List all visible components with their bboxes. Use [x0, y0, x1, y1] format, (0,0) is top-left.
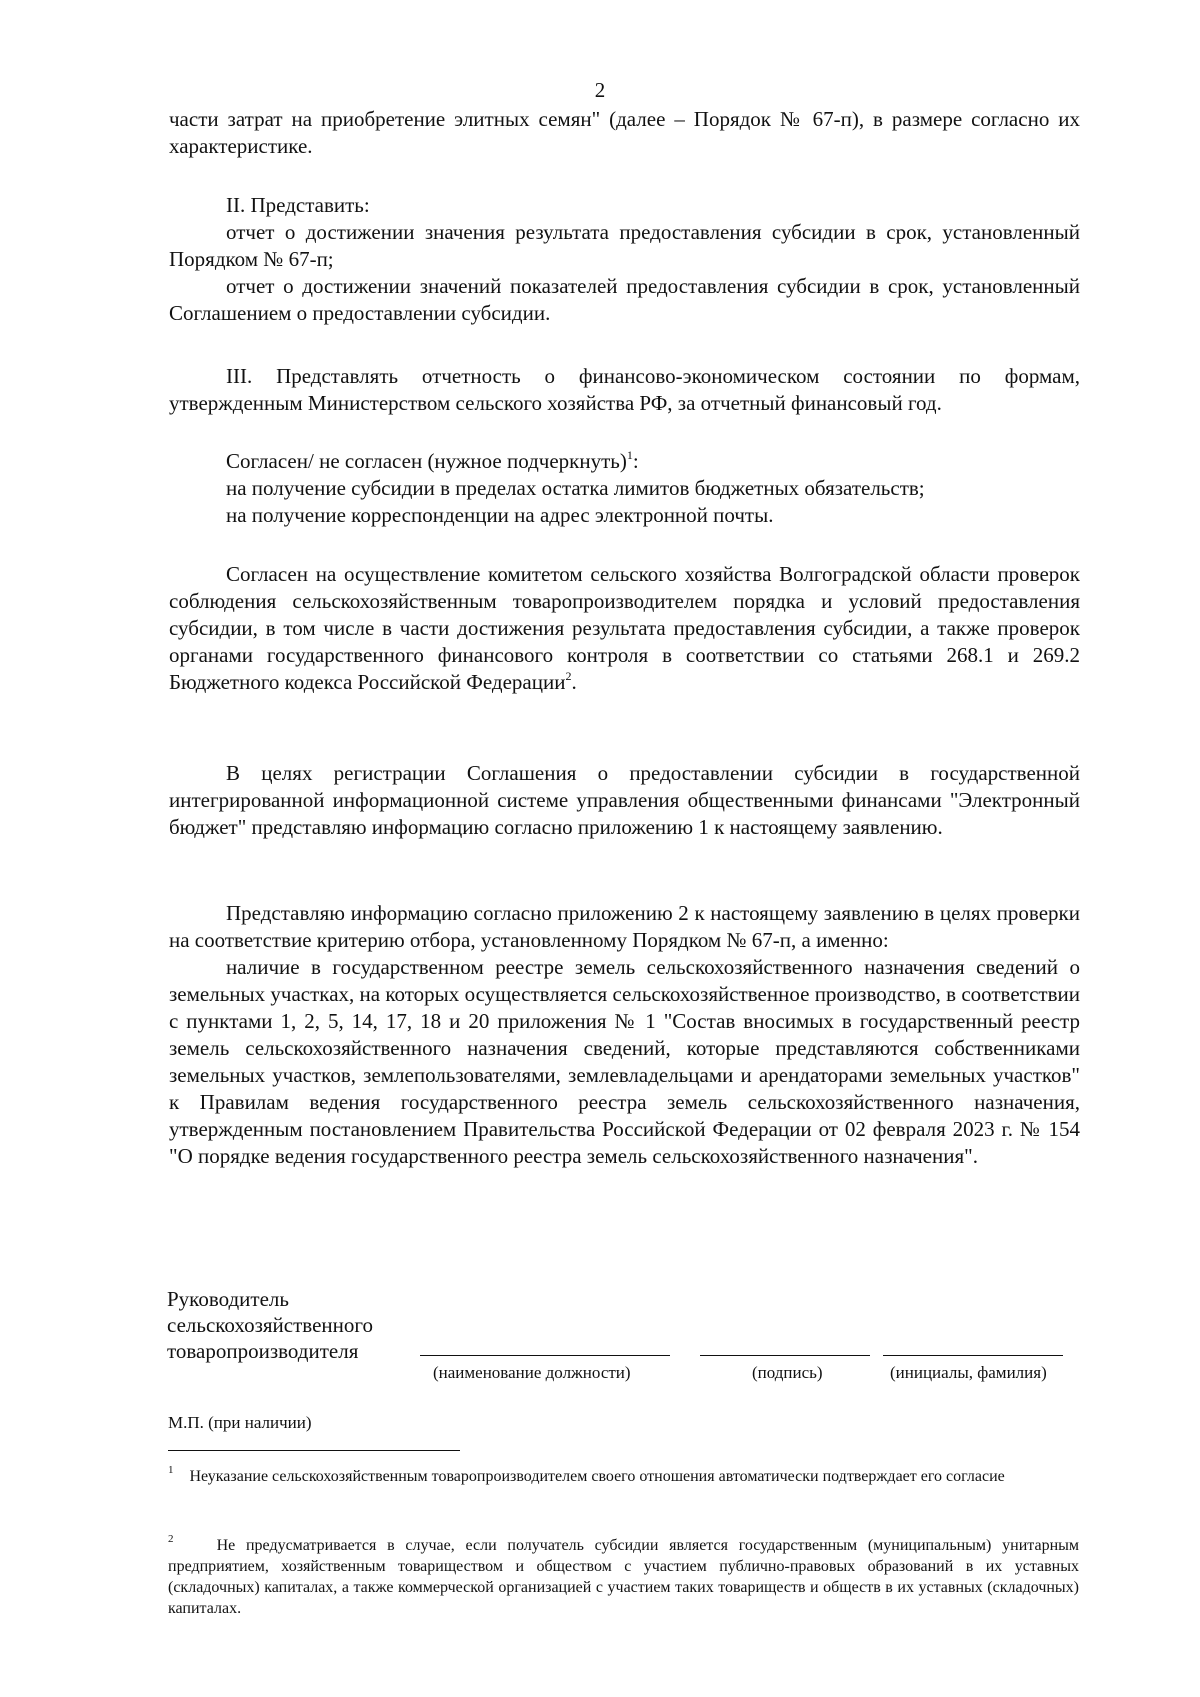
- footnote-2: [168, 1532, 1079, 1619]
- consent-item-1: на получение субсидии в пределах остатка лимитов бюджетных обязательств;: [226, 476, 925, 500]
- seal-note: М.П. (при наличии): [168, 1413, 312, 1432]
- criteria-intro: Представляю информацию согласно приложению 2 к настоящему заявлению в целях проверки на соответствие критерию отбора, установленному Порядком № 67-п, а именно:: [169, 901, 1080, 952]
- section-2-item-1: отчет о достижении значения результата предоставления субсидии в срок, установленный Порядком № 67-п;: [169, 220, 1080, 271]
- signature-blank-line: [700, 1355, 870, 1356]
- consent-block: [169, 448, 1080, 529]
- section-2: [169, 192, 1080, 327]
- signatory-line-2: сельскохозяйственного: [167, 1313, 373, 1337]
- footnote-ref-2: 2: [565, 669, 572, 683]
- criteria-paragraph: [169, 900, 1080, 1170]
- section-2-heading: II. Представить:: [226, 193, 370, 217]
- signatory-label: [167, 1286, 373, 1364]
- criteria-item: наличие в государственном реестре земель сельскохозяйственного назначения сведений о земельных участках, на которых осуществляется сельскохозяйственное производство, в соответствии с пунктами 1, 2, 5, 14, 17, 18 и 20 приложения № 1 "Состав вносимых в государственный реестр земель сельскохозяйственного назначения сведений, которые представляются собственниками земельных участков, землепользователями, землевладельцами и арендаторами земельных участков" к Правилам ведения государственного реестра земель сельскохозяйственного назначения, утвержденным постановлением Правительства Российской Федерации от 02 февраля 2023 г. № 154 "О порядке ведения государственного реестра земель сельскохозяйственного назначения".: [169, 955, 1080, 1168]
- consent-heading-end: :: [632, 449, 639, 473]
- footnote-2-body: Не предусматривается в случае, если получатель субсидии является государственным (муниципальным) унитарным предприятием, хозяйственным товариществом и обществом с участием публично-правовых образований в их уставных (складочных) капиталах, а также коммерческой организацией с участием таких товариществ и обществ в их уставных (складочных) капиталах.: [168, 1537, 1079, 1617]
- footnote-separator: [168, 1450, 460, 1451]
- section-3-text: III. Представлять отчетность о финансово-экономическом состоянии по формам, утвержденным Министерством сельского хозяйства РФ, за отчетный финансовый год.: [169, 364, 1080, 415]
- footnote-ref-1: 1: [626, 448, 633, 462]
- position-blank-line: [420, 1355, 670, 1356]
- name-caption: (инициалы, фамилия): [890, 1363, 1047, 1382]
- footnote-1-mark: 1: [168, 1463, 174, 1476]
- paragraph-continuation: [169, 106, 1080, 160]
- footnote-1-body: Неуказание сельскохозяйственным товаропроизводителем своего отношения автоматически подтверждает его согласие: [189, 1468, 1005, 1485]
- footnote-2-text: [168, 1532, 1079, 1619]
- consent-item-2: на получение корреспонденции на адрес электронной почты.: [226, 503, 774, 527]
- footnote-1: [168, 1463, 1079, 1487]
- registration-paragraph: [169, 760, 1080, 841]
- position-caption: (наименование должности): [433, 1363, 631, 1382]
- name-blank-line: [883, 1355, 1063, 1356]
- registration-text: В целях регистрации Соглашения о предоставлении субсидии в государственной интегрированной информационной системе управления общественными финансами "Электронный бюджет" представляю информацию согласно приложению 1 к настоящему заявлению.: [169, 761, 1080, 839]
- footnote-1-text: [168, 1463, 1079, 1487]
- section-3: [169, 363, 1080, 417]
- continuation-text: части затрат на приобретение элитных семян" (далее – Порядок № 67-п), в размере согласно их характеристике.: [169, 107, 1080, 158]
- signatory-line-1: Руководитель: [167, 1287, 289, 1311]
- page-number: 2: [594, 78, 606, 102]
- inspection-end: .: [571, 670, 577, 694]
- inspection-consent-text: [169, 561, 1080, 696]
- footnote-2-mark: 2: [168, 1532, 174, 1545]
- section-2-item-2: отчет о достижении значений показателей предоставления субсидии в срок, установленный Соглашением о предоставлении субсидии.: [169, 274, 1080, 325]
- consent-heading: [169, 448, 1080, 475]
- consent-heading-text: Согласен/ не согласен (нужное подчеркнуть): [226, 449, 627, 473]
- signature-caption: (подпись): [752, 1363, 823, 1382]
- signatory-line-3: товаропроизводителя: [167, 1339, 359, 1363]
- inspection-consent: [169, 561, 1080, 696]
- inspection-text: Согласен на осуществление комитетом сельского хозяйства Волгоградской области проверок соблюдения сельскохозяйственным товаропроизводителем порядка и условий предоставления субсидии, в том числе в части достижения результата предоставления субсидии, а также проверок органами государственного финансового контроля в соответствии со статьями 268.1 и 269.2 Бюджетного кодекса Российской Федерации: [169, 562, 1080, 694]
